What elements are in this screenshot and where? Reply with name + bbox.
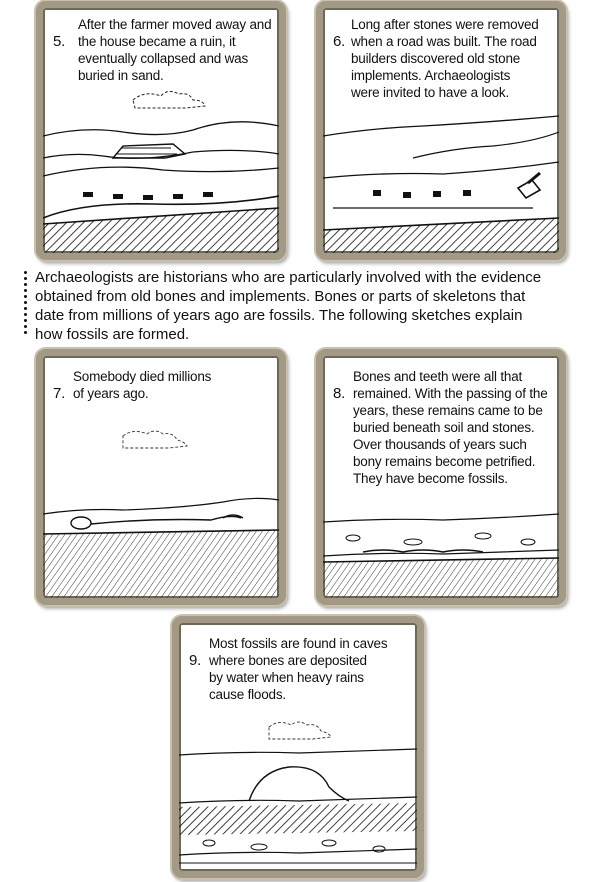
- dotted-connector: [24, 271, 28, 337]
- panel-6: [316, 1, 566, 260]
- panel-7-caption: [53, 368, 212, 419]
- panel-8-number: 8.: [333, 385, 346, 402]
- panel-6-number: 6.: [333, 33, 346, 50]
- panel-8: [316, 349, 566, 605]
- panel-9-caption: [189, 635, 388, 702]
- panel-8-caption: [333, 368, 548, 486]
- explanation-paragraph: Archaeologists are historians who are particularly involved with the evidence obtained from old bones and implements. Bones or parts of skeletons that date from millions of years ago are fossils. The following sketches explain how fossils are formed.: [35, 269, 542, 343]
- panel-7-text: Somebody died millions of years ago.: [73, 369, 212, 401]
- panel-6-caption: [333, 16, 539, 100]
- panel-5-caption: [53, 16, 272, 83]
- panel-8-text: Bones and teeth were all that remained. With the passing of the years, these remains came to be buried beneath soil and stones. Over thousands of years such bony remains become petrified. They have become fossils.: [353, 369, 548, 486]
- panel-9-number: 9.: [189, 652, 202, 669]
- panel-9-text: Most fossils are found in caves where bones are deposited by water when heavy rains cause floods.: [209, 636, 388, 702]
- panel-7-number: 7.: [53, 385, 66, 402]
- panel-6-text: Long after stones were removed when a road was built. The road builders discovered old stone implements. Archaeologists were invited to have a look.: [351, 17, 539, 100]
- panel-7: [36, 349, 286, 605]
- panel-5-text: After the farmer moved away and the house became a ruin, it eventually collapsed and was buried in sand.: [78, 17, 272, 83]
- panel-5-number: 5.: [53, 33, 66, 50]
- panel-9: [172, 616, 424, 878]
- panel-5: [36, 1, 286, 260]
